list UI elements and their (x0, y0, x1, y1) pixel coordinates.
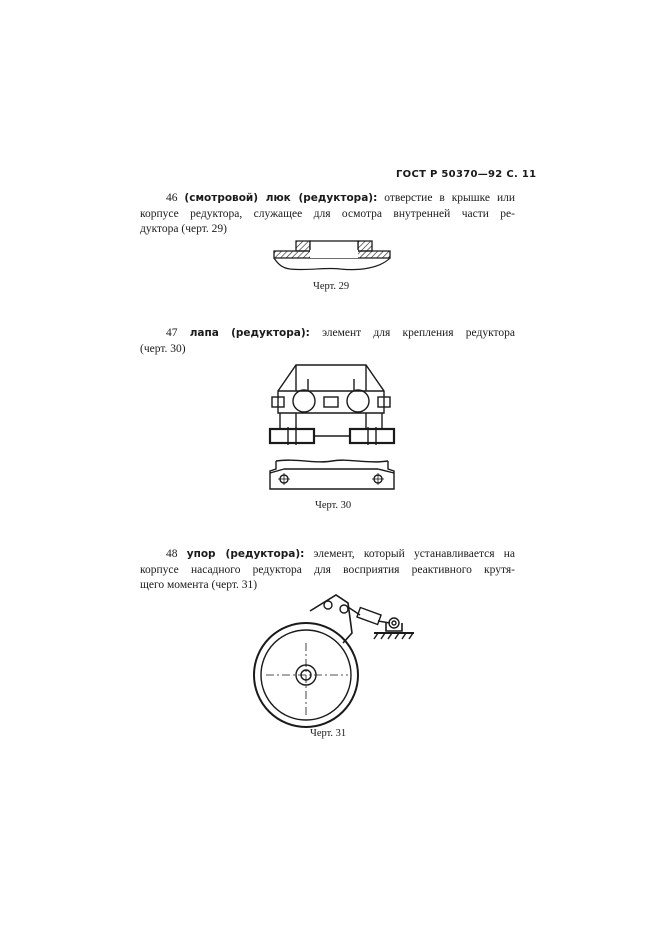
entry-47 (140, 326, 515, 357)
entry-48-line-1 (140, 547, 515, 563)
figure-30-gearbox-feet (266, 361, 398, 496)
figure-29-caption: Черт. 29 (313, 281, 350, 292)
entry-46-line-3: дуктора (черт. 29) (140, 223, 227, 235)
entry-48-line-3: щего момента (черт. 31) (140, 579, 258, 591)
entry-46-term: (смотровой) люк (редуктора): (184, 192, 378, 204)
entry-46-definition-start: отверстие в крышке или (377, 192, 516, 204)
entry-48 (140, 547, 515, 594)
entry-47-line-2: (черт. 30) (140, 342, 186, 355)
entry-47-term-2: (редуктора): (231, 327, 310, 339)
figure-31-torque-stop (248, 593, 418, 723)
figure-31-caption: Черт. 31 (310, 728, 347, 739)
figure-30-caption: Черт. 30 (315, 500, 352, 511)
entry-46-number: 46 (166, 192, 178, 204)
figure-29-inspection-hatch (270, 234, 395, 274)
entry-48-line-2: корпусе насадного редуктора для восприятия реактивного крутя- (140, 563, 515, 576)
entry-46 (140, 191, 515, 238)
entry-48-definition-start: элемент, который устанавливается на (304, 548, 516, 560)
entry-46-line-2: корпусе редуктора, служащее для осмотра внутренней части ре- (140, 207, 515, 220)
entry-47-definition-start: элемент для крепления редуктора (309, 327, 515, 339)
page-header: ГОСТ Р 50370—92 С. 11 (396, 169, 537, 180)
entry-47-number: 47 (166, 327, 178, 339)
entry-48-term: упор (редуктора): (186, 548, 305, 560)
entry-47-term-1: лапа (189, 327, 219, 339)
entry-47-line-1 (140, 326, 515, 342)
entry-46-line-1 (140, 191, 515, 207)
entry-48-number: 48 (166, 548, 178, 560)
